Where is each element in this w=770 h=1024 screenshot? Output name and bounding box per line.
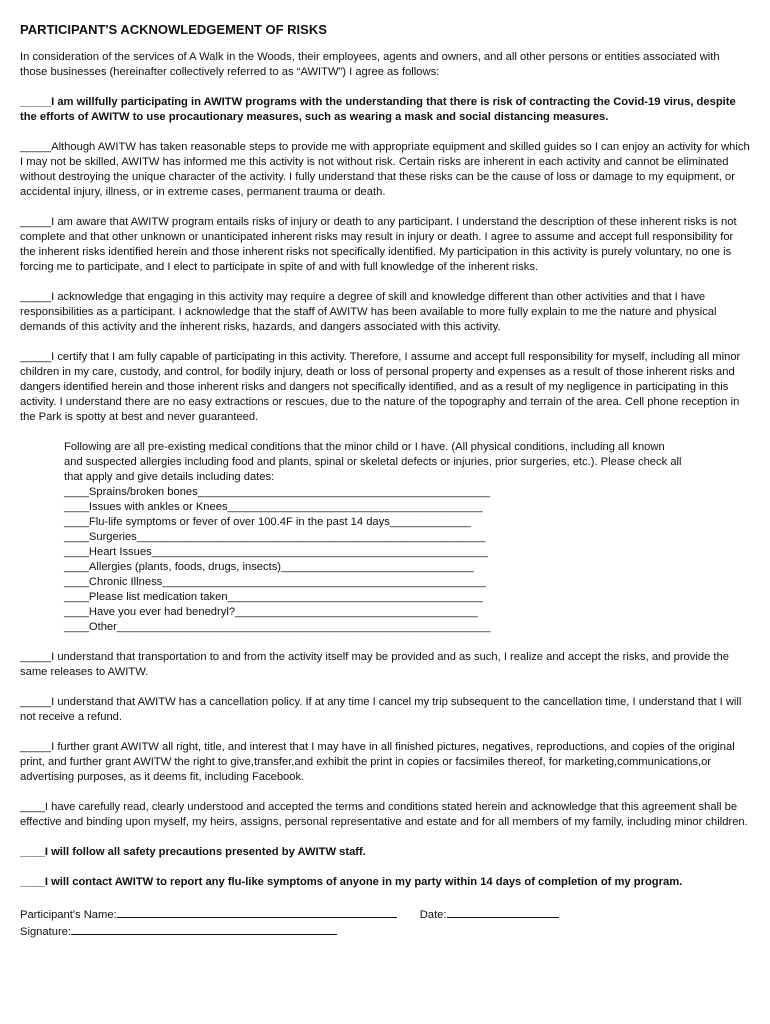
condition-sprains[interactable]: ____Sprains/broken bones_______________________________________________ (64, 486, 491, 498)
medical-conditions-section (64, 440, 684, 635)
signature-label: Signature: (20, 926, 71, 938)
date-label: Date: (419, 909, 447, 921)
name-date-row (20, 906, 750, 923)
condition-ankles-knees[interactable]: ____Issues with ankles or Knees_________________________________________ (64, 501, 483, 513)
medical-conditions-list (64, 485, 684, 635)
document-title: PARTICIPANT'S ACKNOWLEDGEMENT OF RISKS (20, 22, 327, 37)
condition-allergies[interactable]: ____Allergies (plants, foods, drugs, insects)_______________________________ (64, 561, 474, 573)
terms-acceptance: ____I have carefully read, clearly understood and accepted the terms and conditions stated herein and acknowledge that this agreement shall be effective and binding upon myself, my heirs, assigns, personal representative and estate and for all members of my family, including minor children. (20, 801, 748, 828)
skill-acknowledgement: _____I acknowledge that engaging in this activity may require a degree of skill and knowledge different than other activities and that I have responsibilities as a participant. I acknowledge that the staff of AWITW has been available to more fully explain to me the nature and physical demands of this activity and the inherent risks, hazards, and dangers associated with this activity. (20, 291, 717, 333)
signature-block (20, 906, 750, 940)
media-rights-grant: _____I further grant AWITW all right, title, and interest that I may have in all finished pictures, negatives, reproductions, and copies of the original print, and further grant AWITW the right to give,transfer,and exhibit the print in copies or facsimiles thereof, for marketing,communications,or advertising purposes, as it deems fit, including Facebook. (20, 741, 735, 783)
cancellation-acknowledgement: _____I understand that AWITW has a cancellation policy. If at any time I cancel my trip subsequent to the cancellation time, I understand that I will not receive a refund. (20, 696, 742, 723)
capability-certification: _____I certify that I am fully capable of participating in this activity. Therefore, I assume and accept full responsibility for myself, including all minor children in my care, custody, and control, for bodily injury, death or loss of personal property and expenses as a result of those inherent risks and dangers identified herein and those inherent risks and dangers not specifically identified, and as a result of my negligence in participating in this activity. I understand there are no easy extractions or rescues, due to the nature of the topography and terrain of the area. Cell phone reception in the Park is spotty at best and never guaranteed. (20, 351, 741, 423)
condition-flu-symptoms[interactable]: ____Flu-life symptoms or fever of over 100.4F in the past 14 days_____________ (64, 516, 471, 528)
transportation-acknowledgement: _____I understand that transportation to and from the activity itself may be provided and as such, I realize and accept the risks, and provide the same releases to AWITW. (20, 651, 729, 678)
inherent-risks-acknowledgement: _____I am aware that AWITW program entails risks of injury or death to any participant. I understand the description of these inherent risks is not complete and that other unknown or unanticipated inherent risks may result in injury or death. I agree to assume and accept full responsibility for the inherent risks identified herein and those inherent risks not specifically identified. My participation in this activity is purely voluntary, no one is forcing me to participate, and I elect to participate in spite of and with full knowledge of the inherent risks. (20, 216, 737, 273)
condition-chronic-illness[interactable]: ____Chronic Illness____________________________________________________ (64, 576, 486, 588)
condition-heart-issues[interactable]: ____Heart Issues______________________________________________________ (64, 546, 488, 558)
medical-conditions-intro: Following are all pre-existing medical conditions that the minor child or I have. (All physical conditions, including all known and suspected allergies including food and plants, spinal or skeletal defects or injuries, prior surgeries, etc.). Please check all that apply and give details including dates: (64, 441, 682, 483)
condition-surgeries[interactable]: ____Surgeries________________________________________________________ (64, 531, 486, 543)
intro-paragraph: In consideration of the services of A Walk in the Woods, their employees, agents and owners, and all other persons or entities associated with those businesses (hereinafter collectively referred to as “AWITW”) I agree as follows: (20, 51, 720, 78)
symptom-report-pledge: ____I will contact AWITW to report any flu-like symptoms of anyone in my party within 14 days of completion of my program. (20, 876, 683, 888)
safety-precautions-pledge: ____I will follow all safety precautions presented by AWITW staff. (20, 846, 366, 858)
signature-row (20, 923, 750, 940)
signature-field[interactable] (71, 923, 337, 935)
participant-name-field[interactable] (117, 906, 397, 918)
date-field[interactable] (447, 906, 559, 918)
equipment-acknowledgement: _____Although AWITW has taken reasonable steps to provide me with appropriate equipment and skilled guides so I can enjoy an activity for which I may not be skilled, AWITW has informed me this activity is not without risk. Certain risks are inherent in each activity and cannot be eliminated without destroying the unique character of the activity. I fully understand that these risks can be the cause of loss or damage to my equipment, or accidental injury, illness, or in extreme cases, permanent trauma or death. (20, 141, 750, 198)
participant-name-label: Participant's Name: (20, 909, 117, 921)
condition-benedryl[interactable]: ____Have you ever had benedryl?_______________________________________ (64, 606, 478, 618)
date-group (420, 906, 559, 923)
condition-medication[interactable]: ____Please list medication taken_________________________________________ (64, 591, 483, 603)
covid-acknowledgement: _____I am willfully participating in AWITW programs with the understanding that there is risk of contracting the Covid-19 virus, despite the efforts of AWITW to use procautionary measures, such as wearing a mask and social distancing measures. (20, 96, 736, 123)
condition-other[interactable]: ____Other____________________________________________________________ (64, 621, 491, 633)
waiver-document (20, 22, 750, 940)
